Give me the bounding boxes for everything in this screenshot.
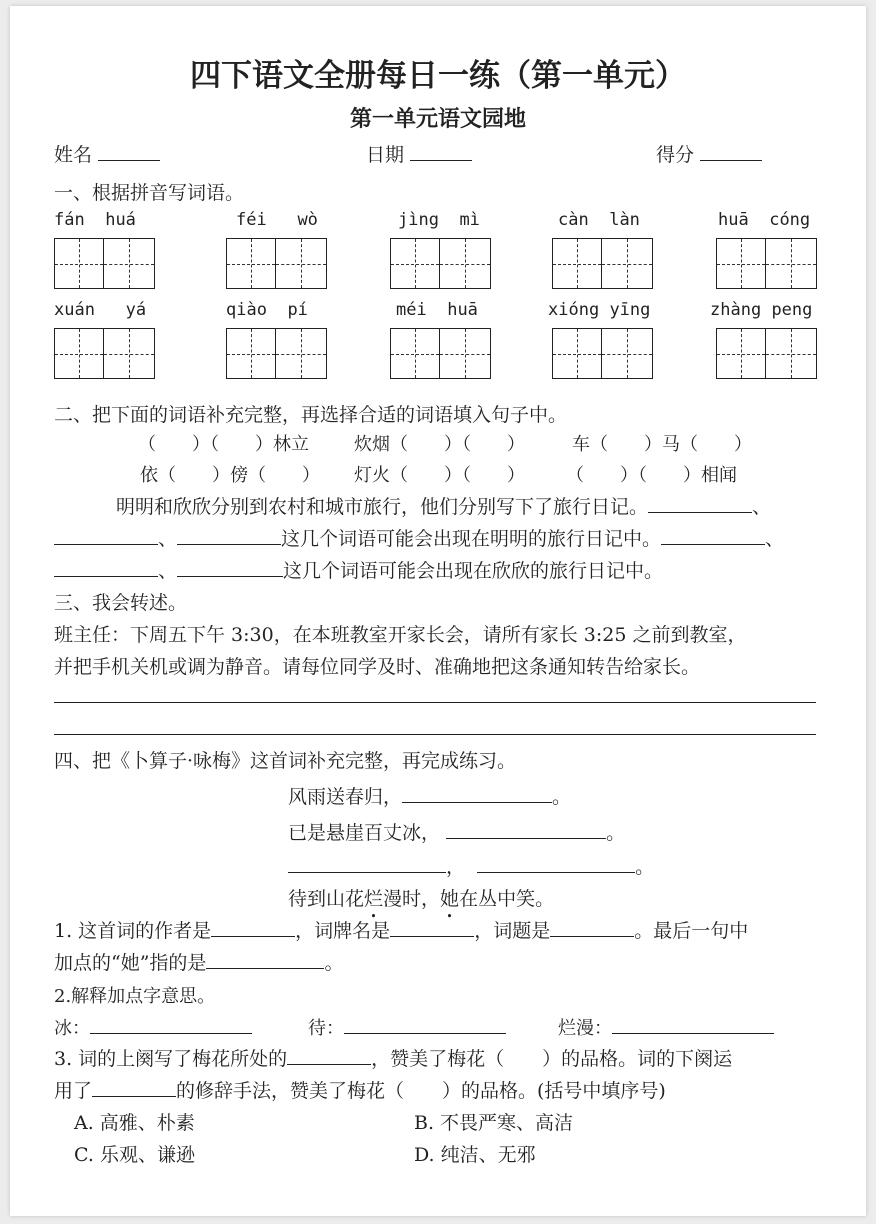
score-field[interactable]	[656, 140, 762, 167]
pinyin-3: jìng mì	[398, 210, 480, 230]
q2-heading: 二、把下面的词语补充完整，再选择合适的词语填入句子中。	[54, 404, 568, 426]
q4-sub-3: 3. 词的上阕写了梅花所处的 ，赞美了梅花（ ）的品格。词的下阕运	[54, 1048, 733, 1070]
date-field[interactable]	[366, 140, 472, 167]
option-d: D. 纯洁、无邪	[414, 1144, 536, 1166]
answer-blank[interactable]	[177, 526, 281, 545]
option-b: B. 不畏严寒、高洁	[414, 1112, 574, 1134]
answer-blank[interactable]	[648, 494, 752, 513]
q3-heading: 三、我会转述。	[54, 592, 188, 614]
name-field[interactable]	[54, 140, 160, 167]
poem-line-3: ， 。	[288, 852, 654, 879]
idiom-blank[interactable]: 依（ ）傍（ ）	[140, 465, 320, 486]
option-a: A. 高雅、朴素	[74, 1112, 195, 1134]
worksheet-page	[10, 6, 866, 1216]
q4-sub-1-cont: 加点的“她”指的是 。	[54, 952, 344, 974]
answer-blank[interactable]	[661, 526, 765, 545]
answer-blank[interactable]	[550, 918, 634, 937]
pinyin-2: féi wò	[236, 210, 318, 230]
q3-notice-line-1: 班主任：下周五下午 3:30，在本班教室开家长会，请所有家长 3:25 之前到教室，	[54, 624, 747, 646]
idiom-blank[interactable]: 炊烟（ ）（ ）	[354, 434, 525, 455]
writing-grid[interactable]	[552, 238, 653, 289]
answer-blank[interactable]	[90, 1015, 252, 1034]
option-c: C. 乐观、谦逊	[74, 1144, 195, 1166]
writing-grid[interactable]	[390, 238, 491, 289]
answer-blank[interactable]	[287, 1046, 371, 1065]
q1-heading: 一、根据拼音写词语。	[54, 182, 245, 204]
answer-blank[interactable]	[54, 558, 158, 577]
pinyin-1: fán huá	[54, 210, 136, 230]
writing-grid[interactable]	[390, 328, 491, 379]
writing-grid[interactable]	[54, 328, 155, 379]
name-label: 姓名	[54, 144, 93, 166]
answer-line[interactable]	[54, 702, 816, 703]
q2-paragraph-2: 、 这几个词语可能会出现在明明的旅行日记中。 、	[54, 524, 784, 551]
idiom-blank[interactable]: 灯火（ ）（ ）	[354, 465, 525, 486]
pinyin-6: xuán yá	[54, 300, 147, 320]
pinyin-5: huā cóng	[718, 210, 811, 230]
idiom-blank[interactable]: （ ）（ ）相闻	[566, 465, 737, 486]
q3-notice-line-2: 并把手机关机或调为静音。请每位同学及时、准确地把这条通知转告给家长。	[54, 656, 701, 678]
answer-blank[interactable]	[288, 854, 446, 873]
pinyin-4: càn làn	[558, 210, 640, 230]
answer-blank[interactable]	[206, 950, 324, 969]
pinyin-8: méi huā	[396, 300, 478, 320]
q4-heading: 四、把《卜算子·咏梅》这首词补充完整，再完成练习。	[54, 750, 517, 772]
score-label: 得分	[656, 144, 695, 166]
pinyin-9: xióng yīng	[548, 300, 651, 320]
writing-grid[interactable]	[552, 328, 653, 379]
poem-line-1: 风雨送春归， 。	[288, 786, 572, 808]
answer-blank[interactable]	[92, 1078, 176, 1097]
writing-grid[interactable]	[716, 328, 817, 379]
writing-grid[interactable]	[716, 238, 817, 289]
pinyin-10: zhàng peng	[710, 300, 813, 320]
writing-grid[interactable]	[226, 238, 327, 289]
q2-paragraph-1: 明明和欣欣分别到农村和城市旅行，他们分别写下了旅行日记。 、	[116, 496, 772, 518]
answer-blank[interactable]	[54, 526, 158, 545]
page-subtitle: 第一单元语文园地	[349, 106, 526, 132]
answer-blank[interactable]	[177, 558, 283, 577]
answer-line[interactable]	[54, 734, 816, 735]
answer-blank[interactable]	[477, 854, 635, 873]
q4-sub-1: 1. 这首词的作者是 ，词牌名是 ，词题是 。最后一句中	[54, 920, 749, 942]
poem-line-4: 待到山花烂漫时，她在丛中笑。	[288, 888, 555, 910]
pinyin-7: qiào pí	[226, 300, 308, 320]
explain-bing: 冰：	[54, 1014, 252, 1040]
answer-blank[interactable]	[612, 1015, 774, 1034]
answer-blank[interactable]	[390, 918, 474, 937]
q2-paragraph-3: 、 这几个词语可能会出现在欣欣的旅行日记中。	[54, 556, 663, 583]
explain-dai: 待：	[308, 1014, 506, 1040]
page-title: 四下语文全册每日一练（第一单元）	[190, 58, 686, 94]
answer-blank[interactable]	[344, 1015, 506, 1034]
answer-blank[interactable]	[211, 918, 295, 937]
writing-grid[interactable]	[226, 328, 327, 379]
q4-sub-3-cont: 用了 的修辞手法，赞美了梅花（ ）的品格。(括号中填序号)	[54, 1080, 666, 1102]
poem-line-2: 已是悬崖百丈冰， 。	[288, 822, 626, 844]
q4-sub-2: 2.解释加点字意思。	[54, 986, 216, 1007]
writing-grid[interactable]	[54, 238, 155, 289]
idiom-blank[interactable]: （ ）（ ）林立	[138, 434, 309, 455]
answer-blank[interactable]	[446, 820, 606, 839]
date-label: 日期	[366, 144, 405, 166]
idiom-blank[interactable]: 车（ ）马（ ）	[572, 434, 752, 455]
answer-blank[interactable]	[402, 784, 552, 803]
explain-lanman: 烂漫：	[558, 1014, 774, 1040]
